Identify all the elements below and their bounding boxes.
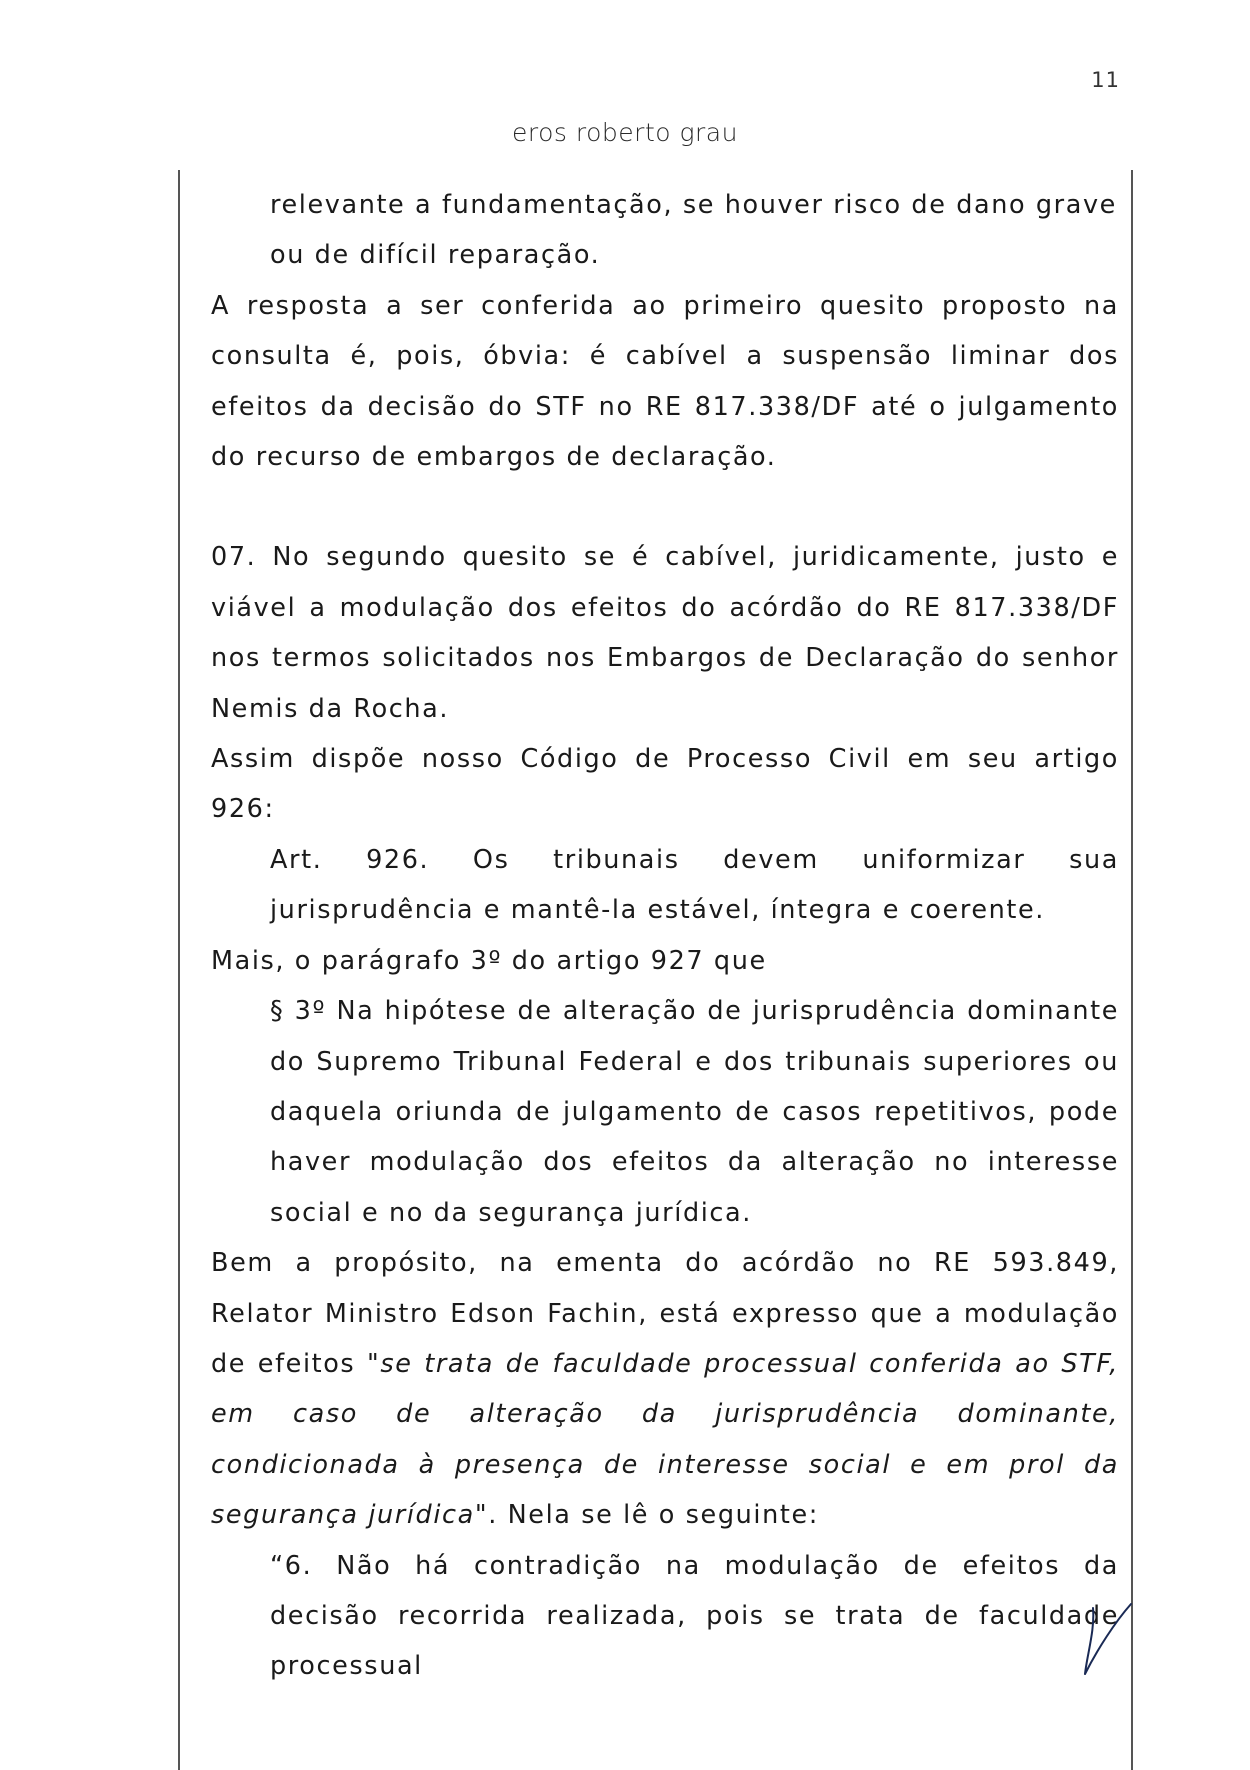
paragraph: A resposta a ser conferida ao primeiro quesito proposto na consulta é, pois, óbvia: é cabível a suspensão liminar dos efeitos da decisão do STF no RE 817.338/DF até o julgamento do recurso de embargos de declaração.: [211, 290, 1119, 473]
left-margin-rule: [178, 170, 180, 1770]
block-quote-line: relevante a fundamentação, se houver risco de dano grave: [270, 190, 1117, 220]
block-quote-paragraph: § 3º Na hipótese de alteração de jurisprudência dominante do Supremo Tribunal Federal e dos tribunais superiores ou daquela oriunda de julgamento de casos repetitivos, pode haver modulação dos efeitos da alteração no interesse social e no da segurança jurídica.: [270, 996, 1119, 1228]
page-number: 11: [1091, 68, 1120, 92]
citation-lead: Bem a propósito, na ementa do acórdão no RE 593.849, Relator Ministro Edson Fachin, está expresso que a modulação de efeitos ": [211, 1248, 1119, 1379]
block-quote-line: ou de difícil reparação.: [270, 240, 601, 271]
document-body: [211, 180, 1119, 1692]
citation-tail: ". Nela se lê o seguinte:: [474, 1500, 819, 1531]
paragraph-spacer: [211, 482, 1119, 532]
paragraph-numbered: 07. No segundo quesito se é cabível, juridicamente, justo e viável a modulação dos efeitos do acórdão do RE 817.338/DF nos termos solicitados nos Embargos de Declaração do senhor Nemis da Rocha.: [211, 542, 1119, 724]
paragraph: Assim dispõe nosso Código de Processo Civil em seu artigo 926:: [211, 744, 1119, 825]
paragraph-with-citation: [211, 1238, 1119, 1540]
handwritten-initial-signature: [1075, 1600, 1135, 1680]
citation-italic: se trata de faculdade processual conferida ao STF, em caso de alteração da jurisprudência dominante, condicionada à presença de interesse social e em prol da segurança jurídica: [211, 1348, 1120, 1531]
paragraph: Mais, o parágrafo 3º do artigo 927 que: [211, 945, 767, 976]
block-quote-continued: [270, 180, 1119, 281]
block-quote-article: Art. 926. Os tribunais devem uniformizar sua jurisprudência e mantê-la estável, íntegra e coerente.: [270, 844, 1119, 926]
block-quote-ruling: “6. Não há contradição na modulação de efeitos da decisão recorrida realizada, pois se trata de faculdade processual: [270, 1550, 1119, 1682]
page-header-author: eros roberto grau: [512, 118, 738, 147]
right-margin-rule: [1131, 170, 1133, 1770]
